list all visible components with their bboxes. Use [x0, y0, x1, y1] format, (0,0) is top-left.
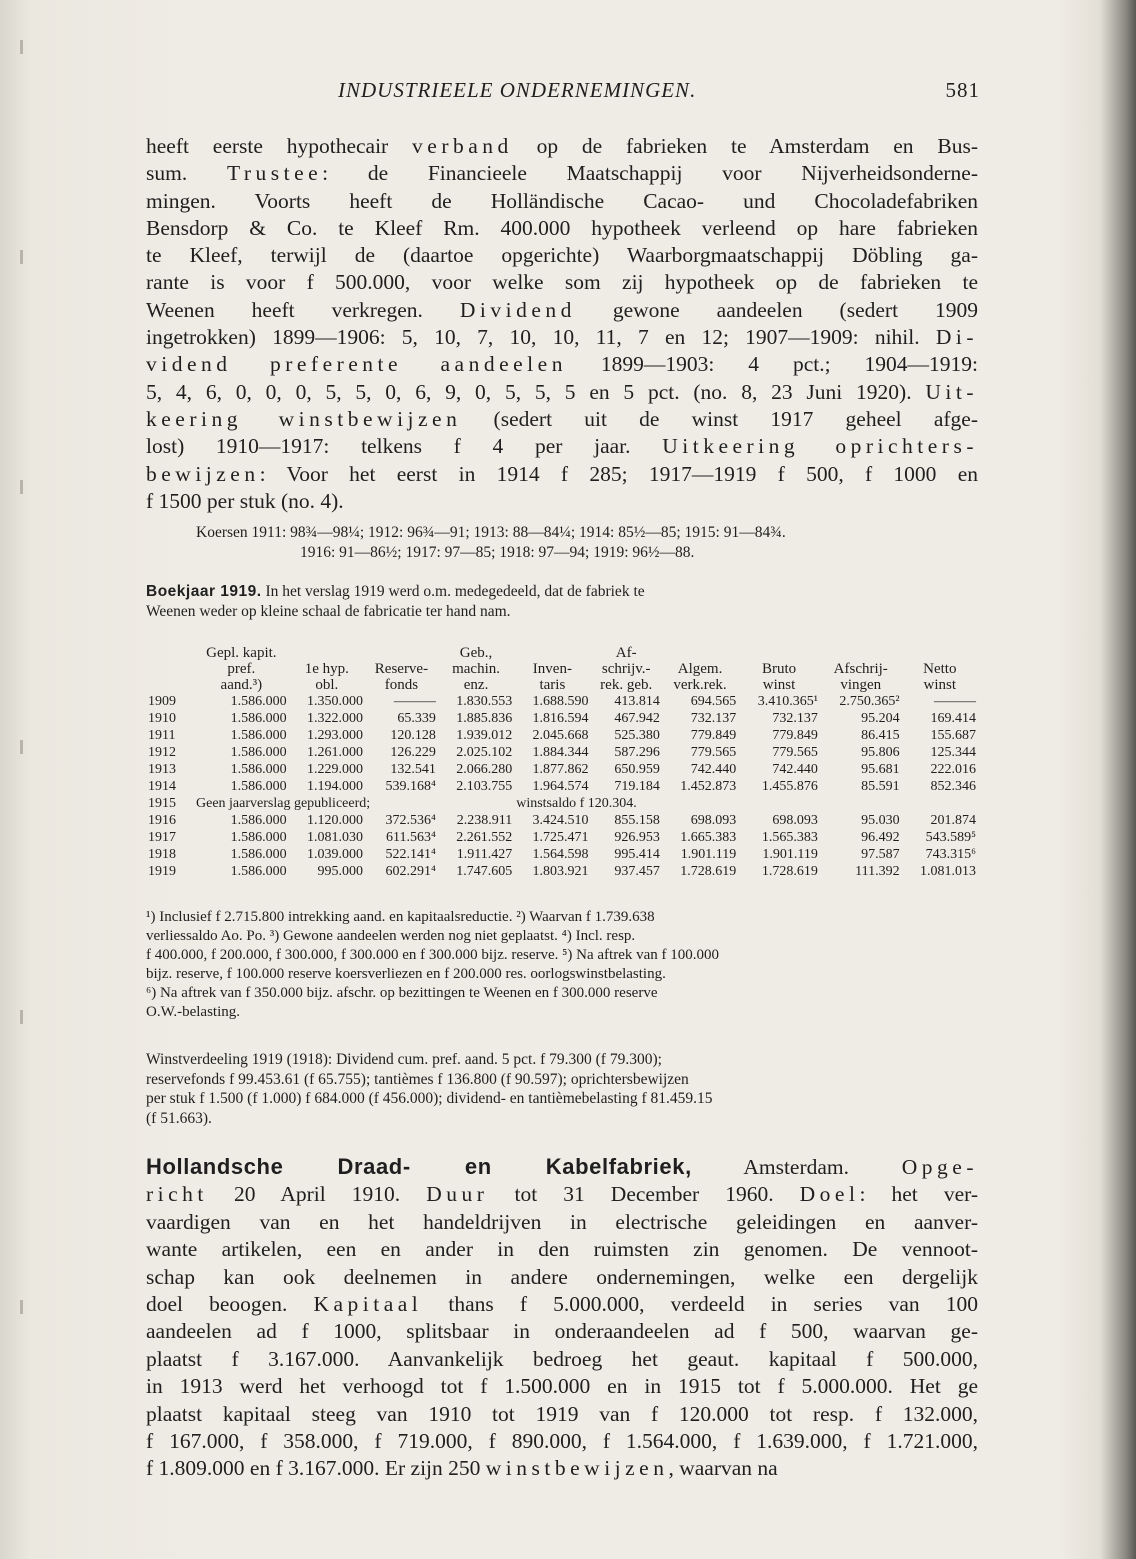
value-cell: 96.492: [861, 830, 900, 845]
year-cell: 1909: [148, 694, 176, 709]
value-cell: 1.803.921: [532, 864, 589, 879]
spaced-keyword: winstbewijzen: [485, 1456, 669, 1481]
header-cell: vingen: [840, 677, 882, 693]
header-cell: pref.: [227, 661, 256, 677]
value-cell: 779.565: [772, 745, 818, 760]
value-cell: 1.455.876: [761, 779, 818, 794]
intro-text: [146, 133, 978, 515]
spaced-keyword: verband: [412, 134, 513, 158]
intro-line: [146, 406, 978, 433]
table-header-row: [146, 645, 978, 661]
year-cell: 1910: [148, 711, 176, 726]
value-cell: ———: [393, 694, 436, 709]
footnote-line: ¹) Inclusief f 2.715.800 intrekking aand. en kapitaalsreductie. ²) Waarvan f 1.739.638: [146, 909, 655, 925]
text-run: lost) 1910—1917: telkens f 4 per jaar.: [146, 434, 663, 459]
intro-line: [146, 242, 978, 269]
table-footnotes: [146, 908, 978, 1022]
header-cell: 1e hyp.: [304, 661, 349, 677]
spaced-keyword: Uitkeering oprichters-: [662, 434, 978, 459]
header-cell: verk.rek.: [673, 677, 727, 693]
text-run: rante is voor f 500.000, voor welke som zij hypotheek op de fabrieken te: [146, 270, 978, 295]
value-cell: 1.586.000: [230, 728, 287, 743]
value-cell: 169.414: [930, 711, 976, 726]
page-number: 581: [945, 78, 980, 102]
company-line: [146, 1291, 978, 1318]
text-run: (sedert uit de winst 1917 geheel afge-: [461, 406, 978, 431]
koersen-line-1: Koersen 1911: 98¾—98¼; 1912: 96¾—91; 1913: 88—84¼; 1914: 85½—85; 1915: 91—84¾.: [196, 524, 786, 541]
company-line: [146, 1181, 978, 1208]
value-cell: 855.158: [614, 813, 660, 828]
header-cell: Netto: [923, 661, 957, 677]
value-cell: 1.586.000: [230, 694, 287, 709]
value-cell: 2.261.552: [456, 830, 513, 845]
company-line: [146, 1318, 978, 1345]
value-cell: 1.816.594: [532, 711, 589, 726]
value-cell: 86.415: [861, 728, 900, 743]
company-line: [146, 1209, 978, 1236]
value-cell: 132.541: [390, 762, 436, 777]
company-line: [146, 1401, 978, 1428]
text-run: plaatst f 3.167.000. Aanvankelijk bedroeg het geaut. kapitaal f 500.000,: [146, 1346, 978, 1371]
text-run: Bensdorp & Co. te Kleef Rm. 400.000 hypotheek verleend op hare fabrieken: [146, 215, 978, 240]
value-cell: 1.747.605: [456, 864, 513, 879]
value-cell: 732.137: [772, 711, 818, 726]
value-cell: 698.093: [772, 813, 818, 828]
financial-table: [146, 645, 978, 880]
value-cell: 1.194.000: [306, 779, 363, 794]
winst-line: reservefonds f 99.453.61 (f 65.755); tantièmes f 136.800 (f 90.597); oprichtersbewijzen: [146, 1070, 689, 1088]
text-run: Amsterdam.: [691, 1155, 902, 1179]
intro-line: [146, 160, 978, 187]
value-cell: 1.039.000: [306, 847, 363, 862]
value-cell: 95.681: [861, 762, 900, 777]
value-cell: 97.587: [861, 847, 900, 862]
value-cell: 1.911.427: [456, 847, 513, 862]
winstverdeeling-block: [146, 1050, 978, 1128]
value-cell: 126.229: [390, 745, 436, 760]
value-cell: 543.589⁵: [925, 830, 976, 845]
year-cell: 1919: [148, 864, 176, 879]
header-cell: Afschrij-: [833, 661, 888, 677]
header-cell: Reserve-: [374, 661, 429, 677]
winst-line: (f 51.663).: [146, 1109, 212, 1127]
company-line: [146, 1346, 978, 1373]
value-cell: 1.725.471: [532, 830, 589, 845]
value-cell: 852.346: [930, 779, 976, 794]
header-cell: Inven-: [532, 661, 572, 677]
text-run: 20 April 1910.: [207, 1182, 427, 1207]
value-cell: 1.586.000: [230, 813, 287, 828]
value-cell: 1.885.836: [456, 711, 513, 726]
value-cell: 937.457: [614, 864, 660, 879]
header-cell: schrijv.-: [601, 661, 651, 677]
company-line: [146, 1455, 978, 1482]
text-run: , waarvan na: [668, 1456, 778, 1481]
value-cell: 1.350.000: [306, 694, 363, 709]
value-cell: 742.440: [690, 762, 737, 777]
year-cell: 1918: [148, 847, 176, 862]
footnote-line: f 400.000, f 200.000, f 300.000, f 300.000 en f 300.000 bijz. reserve. ⁵) Na aftrek van f 100.000: [146, 947, 720, 963]
value-cell: 732.137: [690, 711, 737, 726]
boekjaar-line-1: In het verslag 1919 werd o.m. medegedeeld, dat de fabriek te: [261, 583, 645, 600]
note-cell: winstsaldo f 120.304.: [516, 796, 637, 811]
value-cell: 1.884.344: [532, 745, 589, 760]
header-cell: taris: [539, 677, 566, 693]
spaced-keyword: bewijzen: [146, 461, 260, 486]
header-cell: [146, 661, 194, 677]
value-cell: 779.565: [690, 745, 737, 760]
company-line: [146, 1153, 978, 1181]
text-run: 1899—1903: 4 pct.; 1904—1919:: [566, 352, 979, 377]
value-cell: 467.942: [614, 711, 660, 726]
text-run: : de Financieele Maatschappij voor Nijverheidsonderne-: [322, 161, 979, 186]
value-cell: 222.016: [930, 762, 976, 777]
boekjaar-block: [146, 582, 978, 621]
value-cell: 1.901.119: [762, 847, 818, 862]
value-cell: 743.315⁶: [925, 847, 976, 862]
text-run: f 1500 per stuk (no. 4).: [146, 488, 344, 513]
value-cell: 2.045.668: [532, 728, 589, 743]
header-cell: fonds: [384, 677, 419, 693]
header-cell: [662, 645, 738, 661]
value-cell: 1.586.000: [230, 864, 287, 879]
spaced-keyword: Dividend: [459, 297, 576, 322]
footnote-line: bijz. reserve, f 100.000 reserve koersverliezen en f 200.000 res. oorlogswinstbelasting.: [146, 966, 666, 982]
intro-line: [146, 269, 978, 296]
spaced-keyword: keering winstbewijzen: [146, 406, 462, 431]
value-cell: 3.424.510: [532, 813, 589, 828]
value-cell: 2.066.280: [456, 762, 513, 777]
binding-edge: [14, 0, 28, 1559]
text-run: heeft eerste hypothecair: [146, 134, 413, 158]
text-run: : Voor het eerst in 1914 f 285; 1917—1919 f 500, f 1000 en: [259, 461, 978, 486]
value-cell: 719.184: [614, 779, 660, 794]
header-cell: Gepl. kapit.: [206, 645, 277, 661]
value-cell: 602.291⁴: [385, 864, 436, 879]
value-cell: 1.665.383: [680, 830, 737, 845]
value-cell: 522.141⁴: [385, 847, 436, 862]
text-run: plaatst kapitaal steeg van 1910 tot 1919 van f 120.000 tot resp. f 132.000,: [146, 1401, 978, 1426]
value-cell: 1.261.000: [306, 745, 363, 760]
note-cell: Geen jaarverslag gepubliceerd;: [196, 796, 371, 811]
value-cell: 111.392: [855, 864, 900, 879]
value-cell: 539.168⁴: [385, 779, 436, 794]
intro-line: [146, 215, 978, 242]
value-cell: 779.849: [772, 728, 818, 743]
value-cell: 1.728.619: [761, 864, 818, 879]
value-cell: 1.081.013: [920, 864, 976, 879]
value-cell: 155.687: [930, 728, 976, 743]
year-cell: 1912: [148, 745, 176, 760]
spaced-keyword: Kapitaal: [313, 1292, 423, 1317]
header-cell: [146, 645, 194, 661]
value-cell: 926.953: [614, 830, 660, 845]
company-text: [146, 1153, 978, 1483]
header-cell: winst: [762, 677, 796, 693]
text-run: sum.: [146, 161, 227, 186]
value-cell: 1.586.000: [230, 779, 287, 794]
spaced-keyword: vidend preferente aandeelen: [146, 352, 567, 377]
header-cell: [820, 645, 902, 661]
company-name: Hollandsche Draad- en Kabelfabriek,: [146, 1154, 692, 1179]
page-header: [338, 78, 980, 108]
text-run: aandeelen ad f 1000, splitsbaar in onderaandeelen ad f 500, waarvan ge-: [146, 1319, 978, 1344]
value-cell: 1.939.012: [456, 728, 513, 743]
table-row: [146, 727, 978, 744]
company-section: [146, 1153, 978, 1483]
year-cell: 1911: [148, 728, 176, 743]
value-cell: 1.586.000: [230, 762, 287, 777]
text-run: gewone aandeelen (sedert 1909: [575, 297, 978, 322]
value-cell: 1.452.873: [680, 779, 737, 794]
value-cell: 2.103.755: [456, 779, 513, 794]
table-row: [146, 846, 978, 863]
value-cell: 1.728.619: [680, 864, 737, 879]
header-cell: [365, 645, 438, 661]
value-cell: 698.093: [690, 813, 737, 828]
value-cell: 95.030: [861, 813, 900, 828]
text-run: op de fabrieken te Amsterdam en Bus-: [512, 134, 978, 158]
company-line: [146, 1373, 978, 1400]
running-title: INDUSTRIEELE ONDERNEMINGEN.: [338, 78, 697, 102]
text-run: mingen. Voorts heeft de Holländische Cacao- und Chocoladefabriken: [146, 188, 978, 213]
value-cell: 587.296: [614, 745, 660, 760]
year-cell: 1916: [148, 813, 176, 828]
value-cell: 1.120.000: [306, 813, 363, 828]
header-cell: [146, 677, 194, 693]
value-cell: 1.964.574: [532, 779, 589, 794]
text-run: f 167.000, f 358.000, f 719.000, f 890.000, f 1.564.000, f 1.639.000, f 1.721.000,: [146, 1429, 978, 1454]
value-cell: 525.380: [614, 728, 660, 743]
footnote-line: ⁶) Na aftrek van f 350.000 bijz. afschr. op bezittingen te Weenen en f 300.000 reserve: [146, 985, 658, 1001]
table-row: [146, 812, 978, 829]
header-cell: enz.: [463, 677, 489, 693]
value-cell: 995.000: [317, 864, 363, 879]
value-cell: 995.414: [614, 847, 660, 862]
value-cell: 1.564.598: [532, 847, 589, 862]
value-cell: 1.081.030: [306, 830, 363, 845]
text-run: : het ver-: [859, 1182, 979, 1207]
table-row: [146, 710, 978, 727]
company-line: [146, 1428, 978, 1455]
text-run: wante artikelen, een en ander in den ruimsten zin genomen. De vennoot-: [146, 1237, 978, 1262]
value-cell: 125.344: [930, 745, 976, 760]
company-line: [146, 1236, 978, 1263]
value-cell: 1.830.553: [456, 694, 513, 709]
text-run: 5, 4, 6, 0, 0, 0, 5, 5, 0, 6, 9, 0, 5, 5, 5 en 5 pct. (no. 8, 23 Juni 1920).: [146, 379, 926, 404]
header-cell: Af-: [615, 645, 637, 661]
value-cell: 1.586.000: [230, 847, 287, 862]
header-cell: [289, 645, 365, 661]
spaced-keyword: Opge-: [901, 1155, 979, 1179]
header-cell: [514, 645, 590, 661]
value-cell: 2.238.911: [456, 813, 513, 828]
year-cell: 1913: [148, 762, 176, 777]
intro-line: [146, 379, 978, 406]
header-cell: Algem.: [677, 661, 723, 677]
value-cell: 1.901.119: [680, 847, 737, 862]
intro-line: [146, 188, 978, 215]
header-cell: machin.: [452, 661, 500, 677]
table-row: [146, 761, 978, 778]
value-cell: 742.440: [772, 762, 818, 777]
footnote-line: O.W.-belasting.: [146, 1004, 241, 1020]
header-cell: winst: [923, 677, 957, 693]
table-row: [146, 778, 978, 795]
intro-line: [146, 488, 978, 515]
spaced-keyword: Trustee: [226, 161, 323, 186]
text-run: vaardigen van en het handeldrijven in electrische geleidingen en aanver-: [146, 1209, 978, 1234]
year-cell: 1914: [148, 779, 176, 794]
value-cell: 201.874: [930, 813, 976, 828]
value-cell: 694.565: [690, 694, 737, 709]
header-cell: aand.³): [220, 677, 263, 693]
intro-line: [146, 133, 978, 160]
year-cell: 1917: [148, 830, 176, 845]
text-run: te Kleef, terwijl de (daartoe opgerichte) Waarborgmaatschappij Döbling ga-: [146, 243, 978, 268]
value-cell: 95.204: [861, 711, 900, 726]
winst-line: Winstverdeeling 1919 (1918): Dividend cum. pref. aand. 5 pct. f 79.300 (f 79.300);: [146, 1051, 662, 1068]
company-line: [146, 1264, 978, 1291]
value-cell: 1.877.862: [532, 762, 589, 777]
text-run: doel beoogen.: [146, 1292, 314, 1317]
value-cell: 413.814: [614, 694, 660, 709]
value-cell: 1.586.000: [230, 830, 287, 845]
koersen-block: [196, 523, 956, 562]
intro-line: [146, 297, 978, 324]
value-cell: 3.410.365¹: [757, 694, 818, 709]
value-cell: 1.322.000: [306, 711, 363, 726]
header-cell: rek. geb.: [600, 677, 653, 693]
intro-paragraph: [146, 133, 978, 515]
boekjaar-line-2: Weenen weder op kleine schaal de fabricatie ter hand nam.: [146, 602, 511, 620]
text-run: Weenen heeft verkregen.: [146, 297, 460, 322]
value-cell: 2.025.102: [456, 745, 513, 760]
value-cell: 95.806: [861, 745, 900, 760]
winst-line: per stuk f 1.500 (f 1.000) f 684.000 (f 456.000); dividend- en tantièmebelasting f 81.459.15: [146, 1090, 713, 1108]
table-row: [146, 863, 978, 880]
value-cell: 1.565.383: [761, 830, 818, 845]
year-cell: 1915: [148, 796, 176, 811]
value-cell: 65.339: [397, 711, 436, 726]
koersen-line-2: 1916: 91—86½; 1917: 97—85; 1918: 97—94; 1919: 96½—88.: [300, 543, 695, 561]
text-run: schap kan ook deelnemen in andere ondernemingen, welke een dergelijk: [146, 1264, 978, 1289]
table-row-1915: [146, 795, 978, 812]
text-run: tot 31 December 1960.: [488, 1182, 800, 1207]
header-cell: Bruto: [761, 661, 797, 677]
value-cell: 650.959: [614, 762, 660, 777]
spaced-keyword: Duur: [426, 1182, 489, 1207]
header-cell: [902, 645, 978, 661]
value-cell: 372.536⁴: [385, 813, 436, 828]
intro-line: [146, 461, 978, 488]
header-cell: Geb.,: [459, 645, 493, 661]
boekjaar-label: Boekjaar 1919.: [146, 583, 262, 600]
spaced-keyword: Doel: [799, 1182, 860, 1207]
table-row: [146, 829, 978, 846]
text-run: in 1913 werd het verhoogd tot f 1.500.000 en in 1915 tot f 5.000.000. Het ge: [146, 1374, 978, 1399]
value-cell: 1.586.000: [230, 711, 287, 726]
value-cell: 1.293.000: [306, 728, 363, 743]
intro-line: [146, 433, 978, 460]
text-run: thans f 5.000.000, verdeeld in series van 100: [422, 1292, 978, 1317]
value-cell: 2.750.365²: [839, 694, 900, 709]
spaced-keyword: richt: [146, 1182, 208, 1207]
value-cell: 1.229.000: [306, 762, 363, 777]
text-run: ingetrokken) 1899—1906: 5, 10, 7, 10, 10, 11, 7 en 12; 1907—1909: nihil.: [146, 325, 936, 350]
footnote-line: verliessaldo Ao. Po. ³) Gewone aandeelen werden nog niet geplaatst. ⁴) Incl. resp.: [146, 928, 636, 944]
header-cell: obl.: [315, 677, 339, 693]
table-header-row: [146, 661, 978, 677]
spaced-keyword: Di-: [935, 325, 978, 350]
value-cell: 779.849: [690, 728, 737, 743]
value-cell: ———: [934, 694, 976, 709]
table-header-row: [146, 677, 978, 693]
spaced-keyword: Uit-: [925, 379, 978, 404]
value-cell: 120.128: [390, 728, 436, 743]
header-cell: [738, 645, 820, 661]
intro-line: [146, 351, 978, 378]
value-cell: 611.563⁴: [386, 830, 436, 845]
intro-line: [146, 324, 978, 351]
value-cell: 1.688.590: [532, 694, 589, 709]
table-row: [146, 744, 978, 761]
text-run: f 1.809.000 en f 3.167.000. Er zijn 250: [146, 1456, 486, 1481]
value-cell: 1.586.000: [230, 745, 287, 760]
table-row: [146, 693, 978, 710]
value-cell: 85.591: [861, 779, 900, 794]
